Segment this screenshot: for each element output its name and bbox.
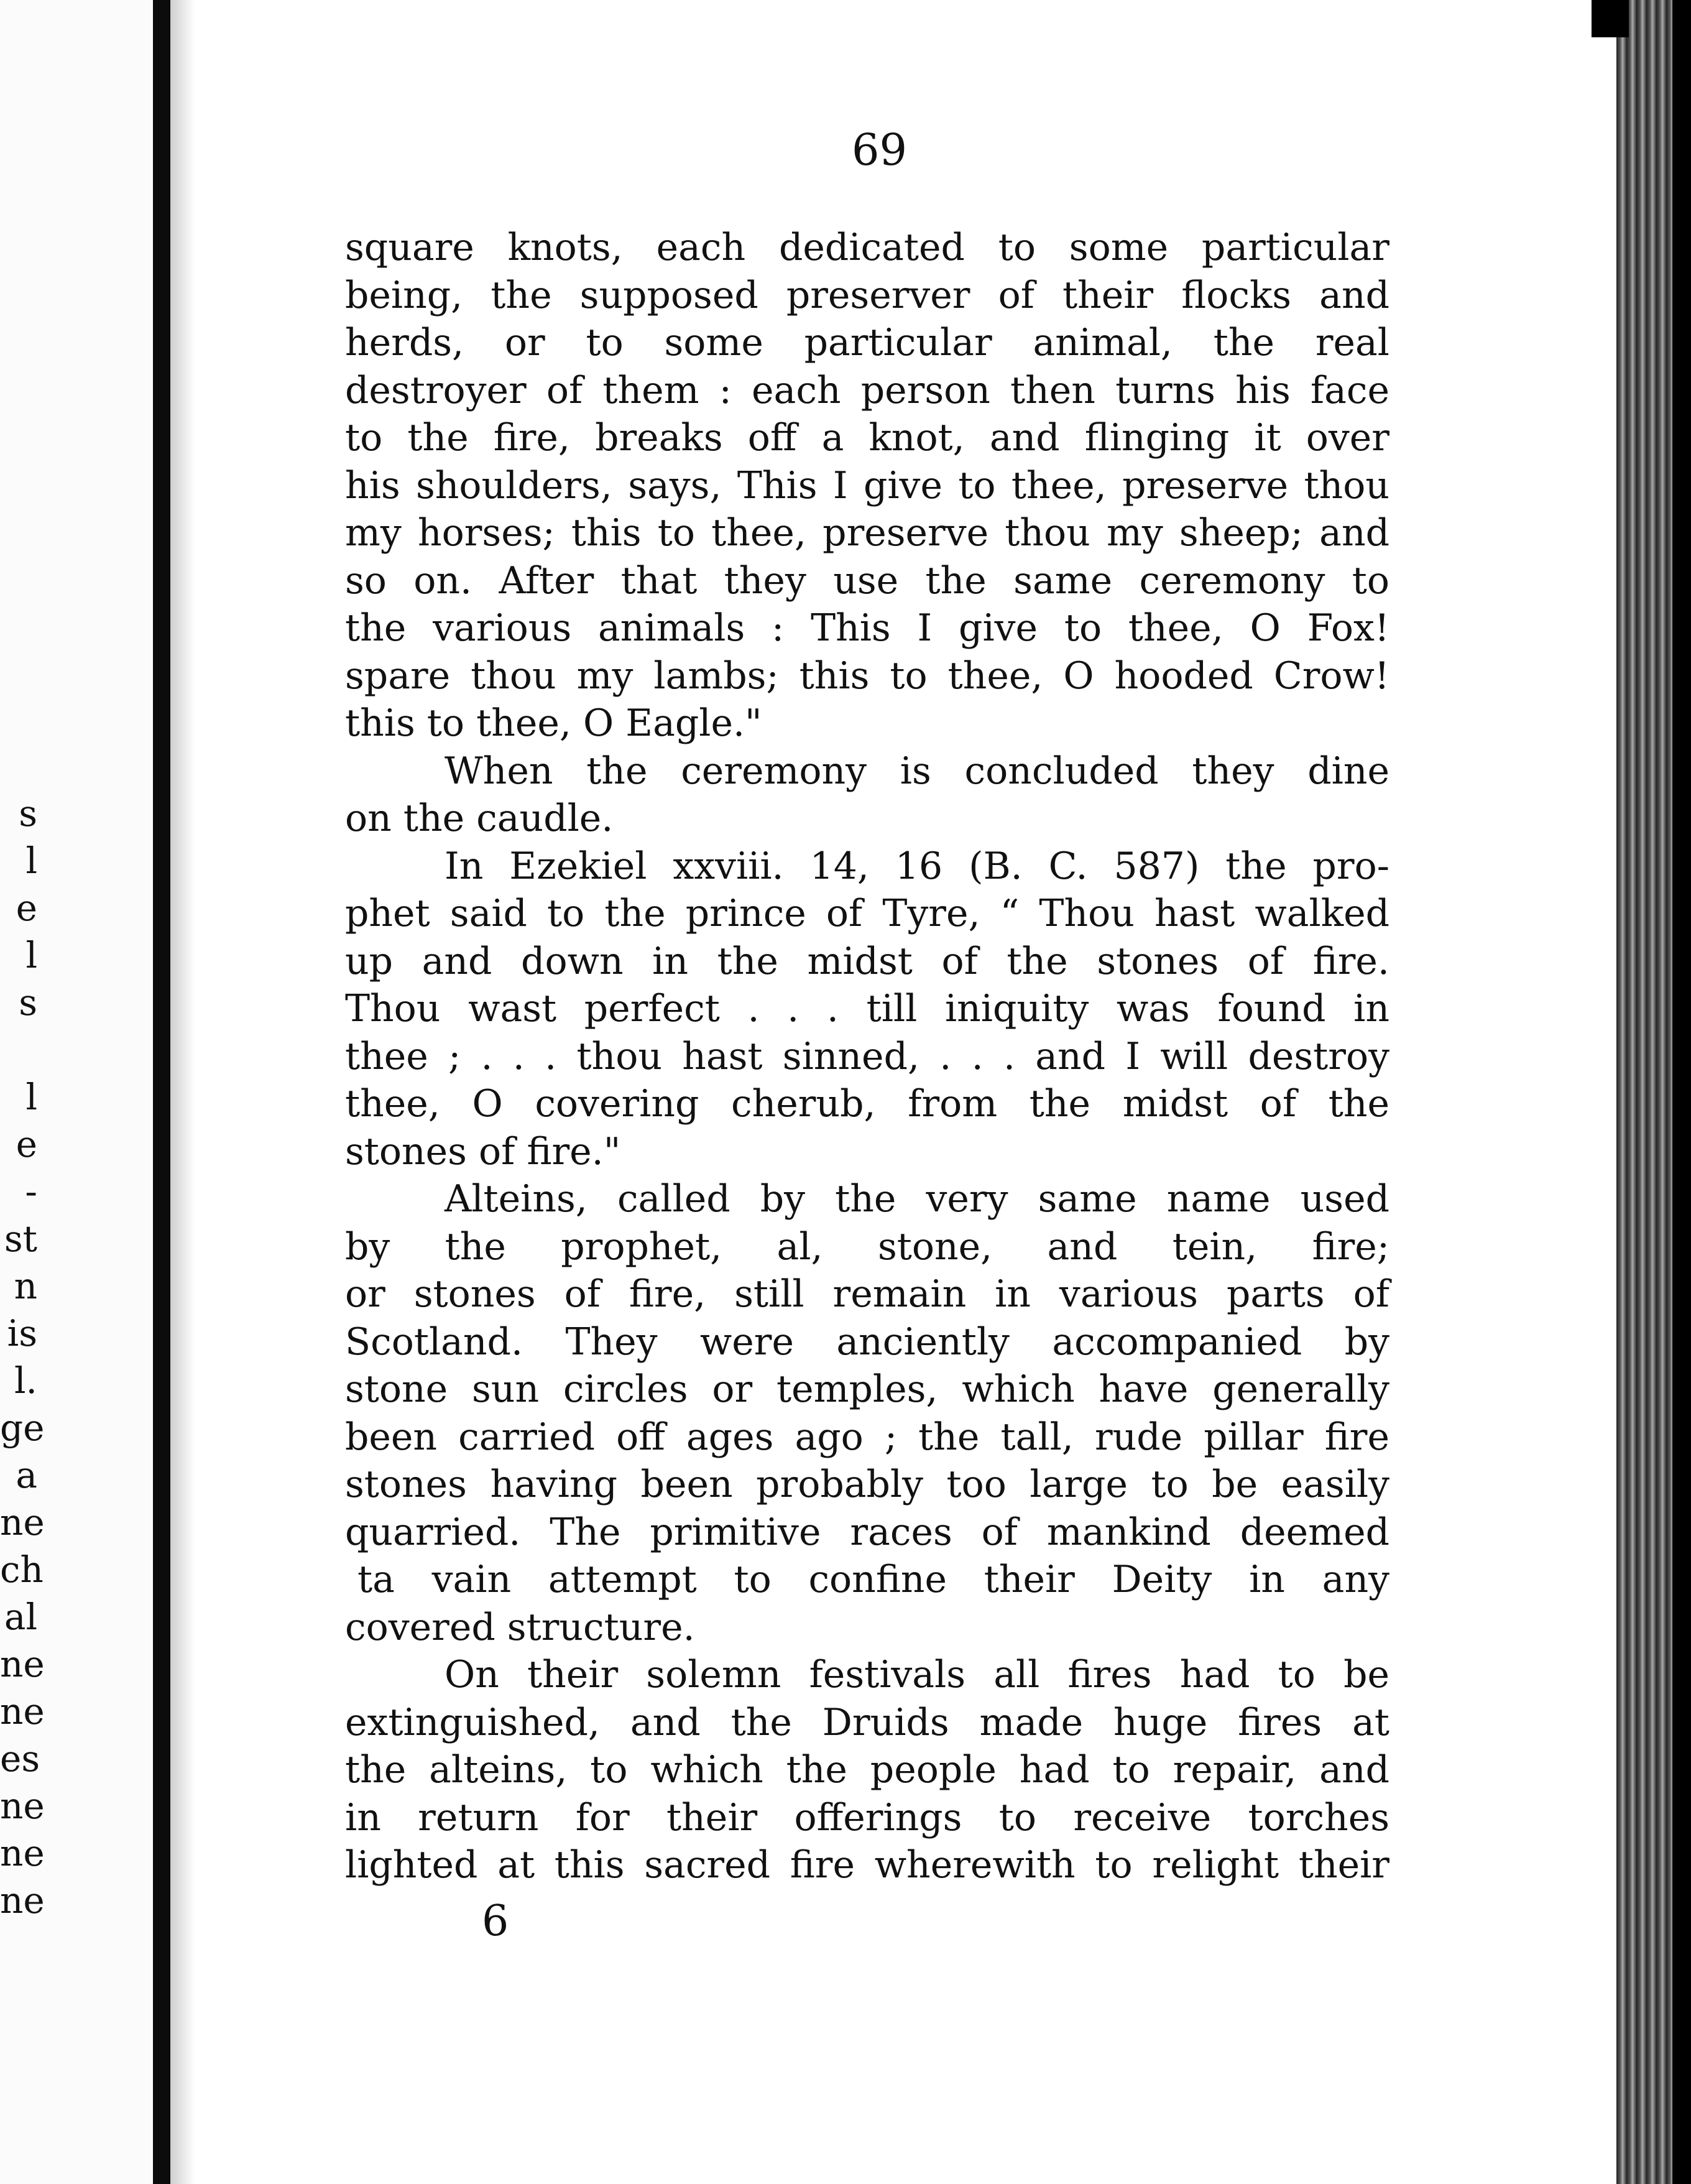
- text-line: thee ; . . . thou hast sinned, . . . and I will destroy: [345, 1034, 1389, 1078]
- fragment-text: st: [4, 1218, 37, 1260]
- text-line: herds, or to some particular animal, the real: [345, 321, 1389, 364]
- text-line: Scotland. They were anciently accompanied by: [345, 1320, 1389, 1364]
- gutter-shadow: [170, 0, 195, 2184]
- text-line: being, the supposed preserver of their flocks and: [345, 273, 1389, 317]
- fragment-text: ne: [0, 1690, 45, 1733]
- scan-corner: [1592, 0, 1629, 37]
- text-line: destroyer of them : each person then turns his face: [345, 368, 1389, 412]
- text-line: covered structure.: [345, 1605, 695, 1649]
- text-line: phet said to the prince of Tyre, “ Thou hast walked: [345, 892, 1389, 935]
- text-line: my horses; this to thee, preserve thou my sheep; and: [345, 511, 1389, 555]
- text-line: spare thou my lambs; this to thee, O hooded Crow!: [345, 654, 1389, 698]
- text-line: lighted at this sacred fire wherewith to relight their: [345, 1843, 1389, 1887]
- fragment-text: es: [0, 1737, 40, 1780]
- fragment-text: ne: [0, 1832, 45, 1874]
- page-number: 69: [852, 124, 908, 175]
- fragment-text: n: [14, 1265, 37, 1307]
- text-line: In Ezekiel xxviii. 14, 16 (B. C. 587) the pro-: [445, 844, 1389, 888]
- text-line: ta vain attempt to confine their Deity in any: [357, 1558, 1389, 1601]
- text-line: on the caudle.: [345, 797, 614, 840]
- text-line: this to thee, O Eagle.": [345, 701, 762, 745]
- fragment-text: ne: [0, 1643, 45, 1685]
- text-line: in return for their offerings to receive torches: [345, 1795, 1389, 1839]
- text-line: to the fire, breaks off a knot, and flinging it over: [345, 416, 1389, 460]
- text-line: When the ceremony is concluded they dine: [445, 749, 1389, 793]
- signature-mark: 6: [482, 1897, 509, 1946]
- fragment-text: l.: [14, 1359, 37, 1402]
- text-line: or stones of fire, still remain in various parts of: [345, 1272, 1389, 1316]
- fragment-text: l: [25, 840, 37, 882]
- fragment-text: ne: [0, 1785, 45, 1827]
- text-line: quarried. The primitive races of mankind deemed: [345, 1510, 1389, 1554]
- text-line: stones of fire.": [345, 1129, 621, 1173]
- text-line: been carried off ages ago ; the tall, rude pillar fire: [345, 1415, 1389, 1459]
- text-line: thee, O covering cherub, from the midst of the: [345, 1082, 1389, 1126]
- text-line: so on. After that they use the same ceremony to: [345, 558, 1389, 603]
- fragment-text: is: [7, 1312, 37, 1354]
- text-line: square knots, each dedicated to some particular: [345, 226, 1389, 269]
- book-gutter: [153, 0, 170, 2184]
- text-line: by the prophet, al, stone, and tein, fire;: [345, 1224, 1389, 1269]
- fragment-text: ne: [0, 1879, 45, 1922]
- text-line: Alteins, called by the very same name used: [445, 1177, 1389, 1221]
- fragment-text: al: [4, 1596, 37, 1638]
- fragment-text: -: [25, 1170, 37, 1213]
- fragment-text: e: [16, 887, 37, 929]
- text-line: stones having been probably too large to be easily: [345, 1463, 1389, 1506]
- fragment-text: [0, 1026, 37, 1073]
- text-line: Thou wast perfect . . . till iniquity was found in: [345, 987, 1389, 1030]
- fragment-text: s: [19, 981, 37, 1024]
- fragment-text: l: [25, 1076, 37, 1118]
- fragment-text: ge: [0, 1407, 45, 1449]
- fragment-text: e: [16, 1123, 37, 1165]
- fragment-text: ch: [0, 1548, 44, 1591]
- left-page-fragments: [0, 790, 45, 1924]
- fragment-text: l: [25, 934, 37, 976]
- fragment-text: a: [16, 1454, 37, 1496]
- fragment-text: ne: [0, 1501, 45, 1543]
- scan-border: [1672, 0, 1691, 2184]
- body-text: [345, 224, 1389, 1889]
- text-line: On their solemn festivals all fires had to be: [445, 1653, 1389, 1696]
- text-line: up and down in the midst of the stones of fire.: [345, 939, 1389, 983]
- fragment-text: s: [19, 792, 37, 835]
- text-line: the alteins, to which the people had to repair, and: [345, 1748, 1389, 1792]
- text-line: extinguished, and the Druids made huge fires at: [345, 1700, 1389, 1744]
- text-line: his shoulders, says, This I give to thee, preserve thou: [345, 463, 1389, 507]
- text-line: the various animals : This I give to thee, O Fox!: [345, 606, 1389, 650]
- text-line: stone sun circles or temples, which have generally: [345, 1367, 1389, 1411]
